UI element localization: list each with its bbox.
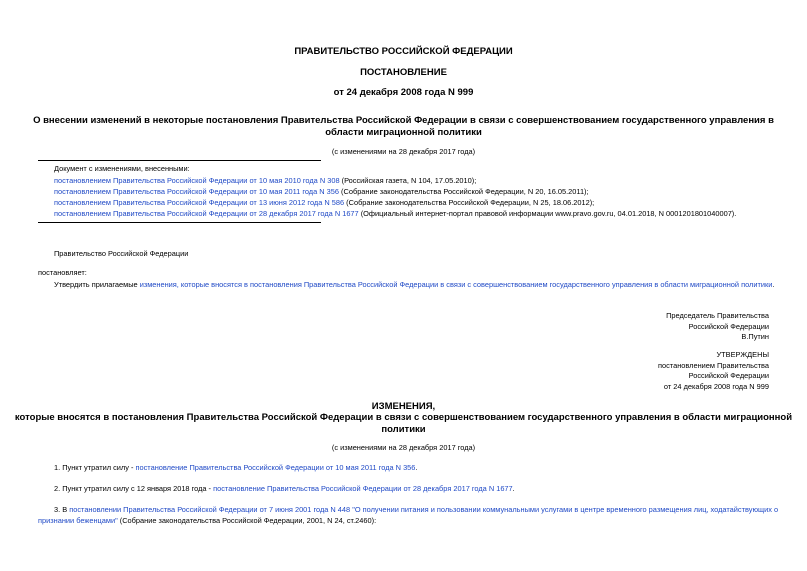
divider-bottom <box>38 222 321 223</box>
approved-block: УТВЕРЖДЕНЫ постановлением Правительства Российской Федерации от 24 декабря 2008 года N 999 <box>658 350 769 391</box>
signature-name: В.Путин <box>741 332 769 341</box>
document-type: ПОСТАНОВЛЕНИЕ <box>360 67 447 78</box>
amendment-source: (Официальный интернет-портал правовой информации www.pravo.gov.ru, 04.01.2018, N 0001201801040007). <box>358 209 737 218</box>
approved-heading: УТВЕРЖДЕНЫ <box>716 350 769 359</box>
document-date: от 24 декабря 2008 года N 999 <box>333 87 474 98</box>
amendment-source: (Российская газета, N 104, 17.05.2010); <box>339 176 477 185</box>
amendment-link[interactable]: постановлением Правительства Российской Федерации от 28 декабря 2017 года N 1677 <box>54 209 359 218</box>
document-title <box>0 115 807 138</box>
paragraph-1-link[interactable]: постановление Правительства Российской Федерации от 10 мая 2011 года N 356 <box>135 463 416 472</box>
changes-subtitle: которые вносятся в постановления Правительства Российской Федерации в связи с совершенствованием государственного управления в области миграционной политики <box>14 412 793 435</box>
revision-note: (с изменениями на 28 декабря 2017 года) <box>331 147 476 156</box>
paragraph-2-link[interactable]: постановление Правительства Российской Федерации от 28 декабря 2017 года N 1677 <box>213 484 513 493</box>
changes-title: ИЗМЕНЕНИЯ, <box>371 401 436 412</box>
amendment-link[interactable]: постановлением Правительства Российской Федерации от 10 мая 2011 года N 356 <box>54 187 339 196</box>
paragraph-2: 2. Пункт утратил силу с 12 января 2018 года - постановление Правительства Российской Федерации от 28 декабря 2017 года N 1677. <box>54 484 515 493</box>
changes-revision-note: (с изменениями на 28 декабря 2017 года) <box>331 443 476 452</box>
paragraph-3-continued: признании беженцами" (Собрание законодательства Российской Федерации, 2001, N 24, ст.2460): <box>38 516 377 525</box>
signature-block <box>666 311 769 343</box>
government-heading: ПРАВИТЕЛЬСТВО РОССИЙСКОЙ ФЕДЕРАЦИИ <box>294 46 513 57</box>
amendment-item <box>54 209 736 219</box>
paragraph-1: 1. Пункт утратил силу - постановление Правительства Российской Федерации от 10 мая 2011 года N 356. <box>54 463 418 472</box>
approve-link[interactable]: изменения, которые вносятся в постановления Правительства Российской Федерации в связи с совершенствованием государственного управления в области миграционной политики <box>139 280 773 289</box>
document-title-line2: области миграционной политики <box>325 126 482 138</box>
divider-top <box>38 160 321 161</box>
approve-text: Утвердить прилагаемые <box>54 280 140 289</box>
amendment-item <box>54 187 589 197</box>
decrees-label: постановляет: <box>38 268 87 277</box>
paragraph-3-link-continued[interactable]: признании беженцами" <box>38 516 118 525</box>
amendment-source: (Собрание законодательства Российской Федерации, N 25, 18.06.2012); <box>344 198 595 207</box>
signature-country: Российской Федерации <box>688 321 769 331</box>
paragraph-3-link[interactable]: постановлении Правительства Российской Федерации от 7 июня 2001 года N 448 "О получении питания и пользовании коммунальными услугами в центре временного размещения лиц, ходатайствующих о <box>69 505 779 514</box>
government-name: Правительство Российской Федерации <box>54 249 189 258</box>
amendment-link[interactable]: постановлением Правительства Российской Федерации от 10 мая 2010 года N 308 <box>54 176 340 185</box>
signature-title: Председатель Правительства <box>666 311 769 320</box>
amendment-source: (Собрание законодательства Российской Федерации, N 20, 16.05.2011); <box>339 187 589 196</box>
document-title-line1: О внесении изменений в некоторые постановления Правительства Российской Федерации в связи с совершенствованием государственного управления в <box>33 115 774 126</box>
amendment-item <box>54 176 476 186</box>
amendments-intro: Документ с изменениями, внесенными: <box>54 164 190 173</box>
amendment-item <box>54 198 594 208</box>
approve-paragraph: Утвердить прилагаемые изменения, которые вносятся в постановления Правительства Российской Федерации в связи с совершенствованием государственного управления в области миграционной политики. <box>54 280 775 289</box>
paragraph-3: 3. В постановлении Правительства Российской Федерации от 7 июня 2001 года N 448 "О получении питания и пользовании коммунальными услугами в центре временного размещения лиц, ходатайствующих о <box>54 505 779 514</box>
amendment-link[interactable]: постановлением Правительства Российской Федерации от 13 июня 2012 года N 586 <box>54 198 345 207</box>
